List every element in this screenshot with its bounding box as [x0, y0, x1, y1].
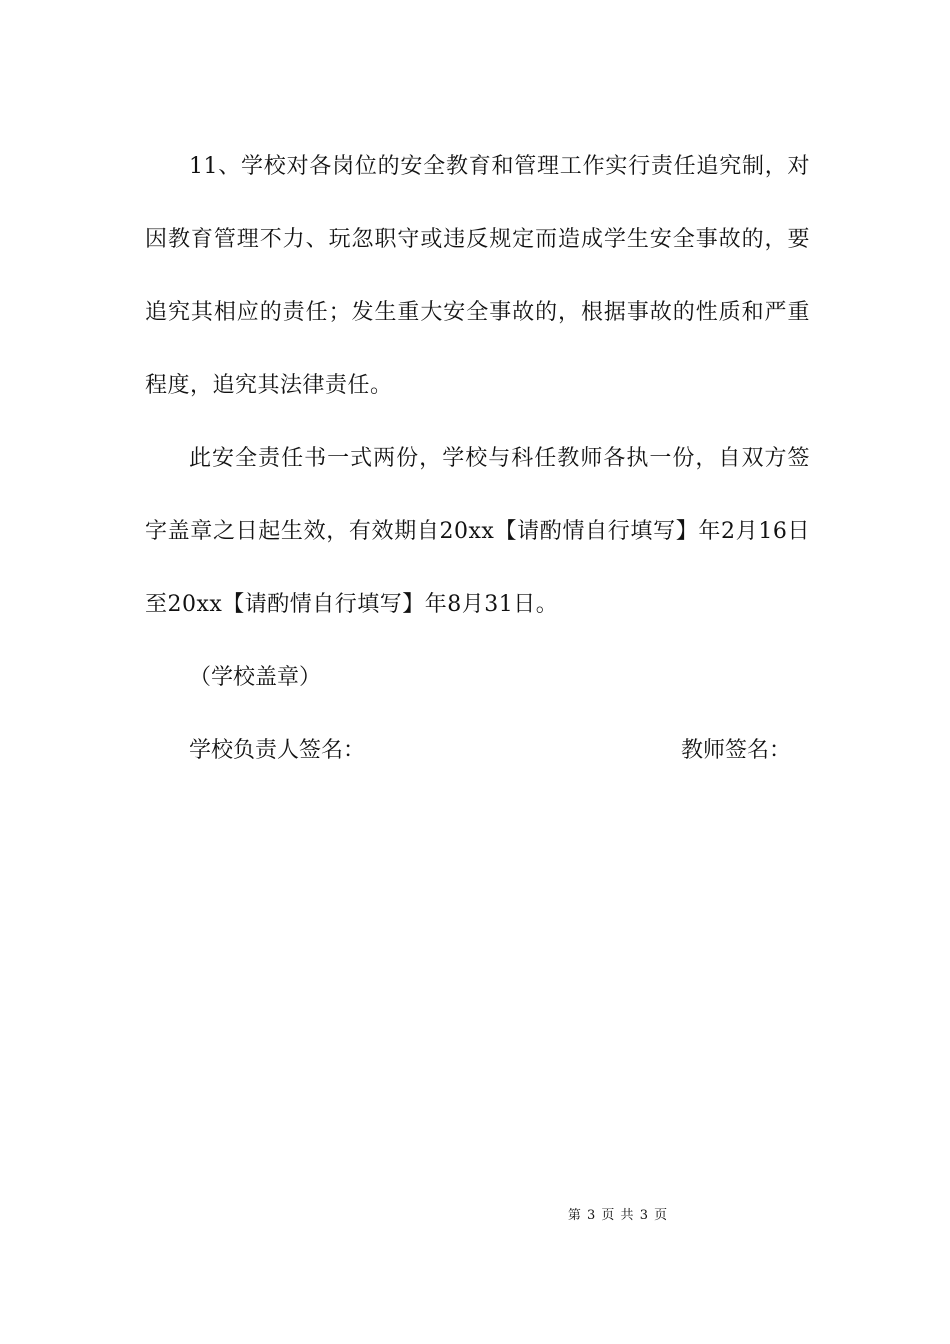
school-seal-line: （学校盖章） [189, 665, 322, 690]
signature-row [145, 714, 810, 787]
teacher-signature-label: 教师签名： [681, 738, 792, 763]
page-footer [0, 1206, 950, 1226]
document-body [145, 130, 810, 787]
clause-11-paragraph: 11、学校对各岗位的安全教育和管理工作实行责任追究制，对因教育管理不力、玩忽职守或违反规定而造成学生安全事故的，要追究其相应的责任；发生重大安全事故的，根据事故的性质和严重程度，追究其法律责任。 [145, 154, 810, 398]
school-principal-signature-label: 学校负责人签名： [189, 738, 366, 763]
page-number: 第 3 页 共 3 页 [567, 1208, 669, 1223]
validity-paragraph: 此安全责任书一式两份，学校与科任教师各执一份，自双方签字盖章之日起生效，有效期自20xx【请酌情自行填写】年2月16日至20xx【请酌情自行填写】年8月31日。 [145, 446, 810, 617]
